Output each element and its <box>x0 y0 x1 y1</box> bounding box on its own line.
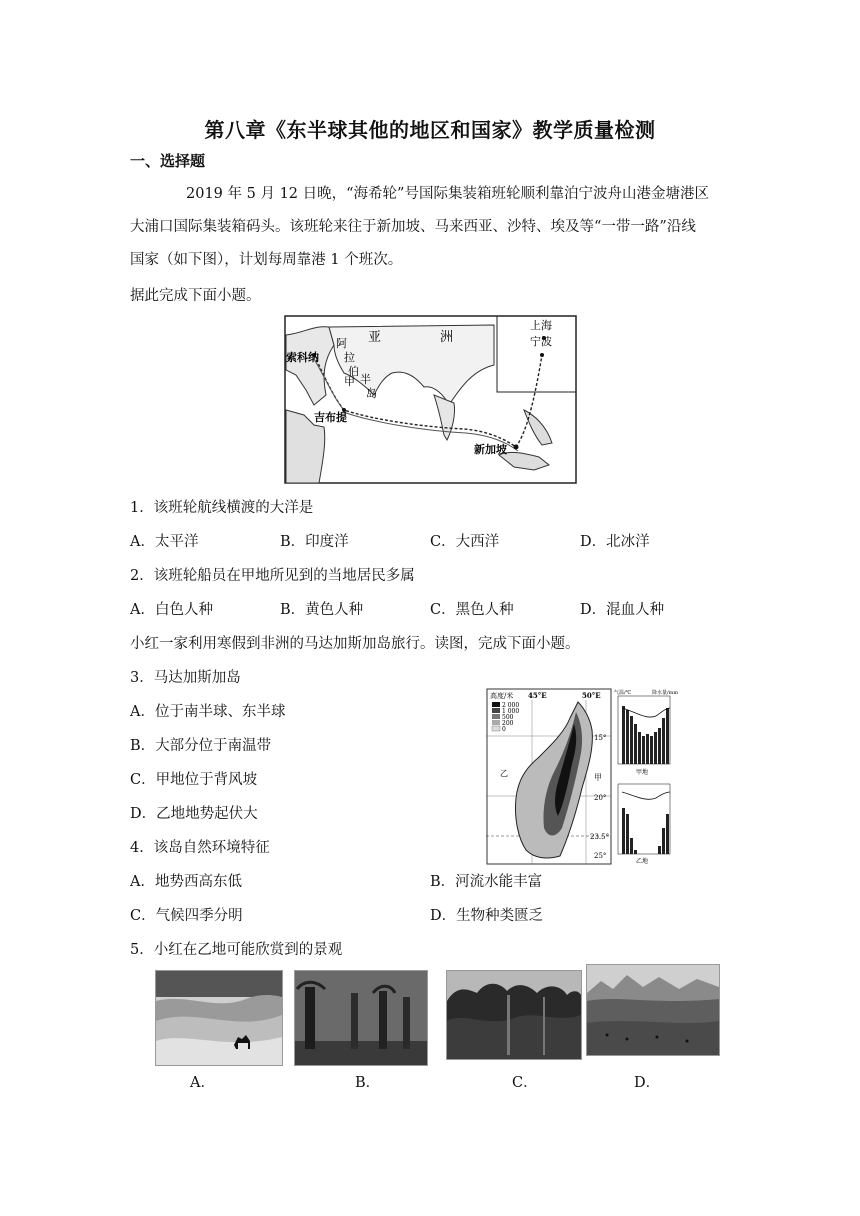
lat-15: 15° <box>594 734 607 742</box>
intro-2: 小红一家利用寒假到非洲的马达加斯加岛旅行。读图，完成下面小题。 <box>130 636 580 652</box>
map-label-socotra: 索科纳 <box>286 351 319 364</box>
label-jia: 甲 <box>594 773 602 782</box>
map-label-jia: 甲 <box>344 375 355 388</box>
photo-baobab <box>294 970 428 1066</box>
map-label-asia: 亚 <box>368 330 382 345</box>
map-label-singapore: 新加坡 <box>474 443 507 456</box>
rain-unit-1: 降水量/mm <box>652 690 679 696</box>
shipping-route-map <box>284 315 578 485</box>
q4-option-c[interactable]: C．气候四季分明 <box>130 908 243 924</box>
q1-option-b[interactable]: B．印度洋 <box>280 534 349 550</box>
section-heading: 一、选择题 <box>130 152 206 170</box>
temp-unit-1: 气温/℃ <box>614 690 632 696</box>
q1-option-d[interactable]: D．北冰洋 <box>580 534 650 550</box>
photo-rainforest <box>446 970 582 1060</box>
intro-line-2: 大浦口国际集装箱码头。该班轮来往于新加坡、马来西亚、沙特、埃及等“一带一路”沿线 <box>130 219 696 235</box>
q3-option-c[interactable]: C．甲地位于背风坡 <box>130 772 258 788</box>
q4-option-b[interactable]: B．河流水能丰富 <box>430 874 543 890</box>
q3-option-a[interactable]: A．位于南半球、东半球 <box>130 704 286 720</box>
q2-option-c[interactable]: C．黑色人种 <box>430 602 514 618</box>
lon-45: 45°E <box>528 691 547 700</box>
legend-200: 200 <box>502 720 514 727</box>
intro-line-1: 2019 年 5 月 12 日晚，“海希轮”号国际集装箱班轮顺利靠泊宁波舟山港金塘港区 <box>186 186 709 202</box>
climate-chart-jia <box>614 689 678 776</box>
photo-label-a[interactable]: A． <box>190 1075 215 1091</box>
photo-label-d[interactable]: D． <box>634 1075 661 1091</box>
legend-2000: 2 000 <box>502 702 520 709</box>
lon-50: 50°E <box>582 691 601 700</box>
map-label-arabia-4: 半 <box>360 373 371 386</box>
q5-stem: 5．小红在乙地可能欣赏到的景观 <box>130 942 343 958</box>
q3-stem: 3．马达加斯加岛 <box>130 670 241 686</box>
q4-stem: 4．该岛自然环境特征 <box>130 840 270 856</box>
intro-line-3: 国家（如下图），计划每周靠港 1 个班次。 <box>130 252 403 268</box>
climate-chart-yi <box>618 784 670 865</box>
chart-yi-label: 乙地 <box>636 858 649 865</box>
photo-grassland <box>586 964 720 1056</box>
lat-23-5: 23.5° <box>590 833 610 841</box>
map-label-ningbo: 宁波 <box>530 335 552 348</box>
q4-option-a[interactable]: A．地势西高东低 <box>130 874 242 890</box>
page-title: 第八章《东半球其他的地区和国家》教学质量检测 <box>204 118 656 142</box>
legend-1000: 1 000 <box>502 708 520 715</box>
map-label-djibouti: 吉布提 <box>314 411 347 424</box>
legend-title: 高度/米 <box>490 692 514 700</box>
q3-option-b[interactable]: B．大部分位于南温带 <box>130 738 272 754</box>
map-label-arabia-5: 岛 <box>366 387 377 400</box>
q4-option-d[interactable]: D．生物种类匮乏 <box>430 908 544 924</box>
map-label-arabia-2: 拉 <box>344 351 355 364</box>
chart-jia-label: 甲地 <box>636 769 649 776</box>
label-yi: 乙 <box>500 769 508 778</box>
photo-label-c[interactable]: C． <box>512 1075 538 1091</box>
photo-desert <box>155 970 283 1066</box>
madagascar-map <box>486 688 684 866</box>
q2-option-a[interactable]: A．白色人种 <box>130 602 213 618</box>
map-label-asia-2: 洲 <box>440 330 454 345</box>
photo-label-b[interactable]: B． <box>355 1075 381 1091</box>
legend-500: 500 <box>502 714 514 721</box>
q2-stem: 2．该班轮船员在甲地所见到的当地居民多属 <box>130 568 415 584</box>
q1-option-a[interactable]: A．太平洋 <box>130 534 199 550</box>
q2-option-d[interactable]: D．混血人种 <box>580 602 665 618</box>
legend-0: 0 <box>502 726 506 733</box>
q2-option-b[interactable]: B．黄色人种 <box>280 602 364 618</box>
map-label-arabia-3: 伯 <box>348 365 359 378</box>
intro-line-4: 据此完成下面小题。 <box>130 288 261 304</box>
q1-option-c[interactable]: C．大西洋 <box>430 534 500 550</box>
q3-option-d[interactable]: D．乙地地势起伏大 <box>130 806 258 822</box>
lat-25: 25° <box>594 852 607 860</box>
map-label-arabia-1: 阿 <box>336 337 347 350</box>
q1-stem: 1．该班轮航线横渡的大洋是 <box>130 500 314 516</box>
lat-20: 20° <box>594 794 607 802</box>
map-label-shanghai: 上海 <box>530 319 552 332</box>
